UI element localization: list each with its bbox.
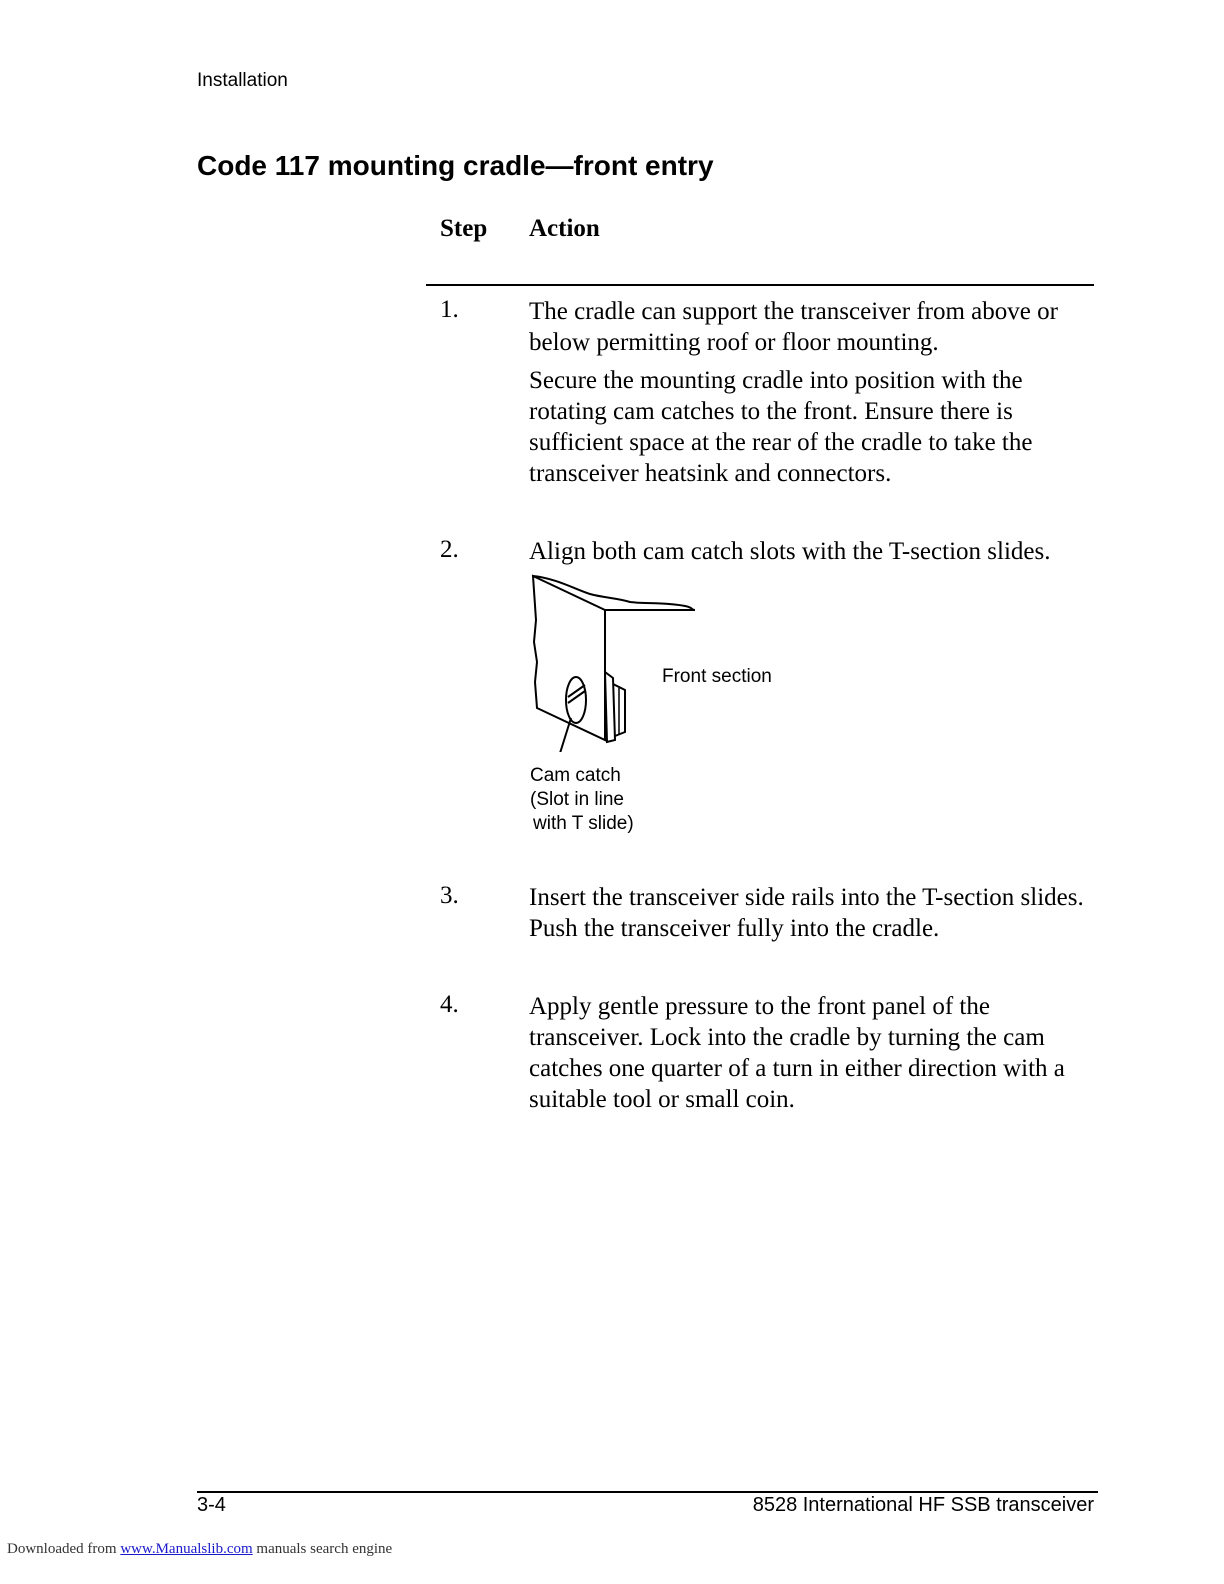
t-slide-outer bbox=[605, 672, 615, 742]
step-text: Insert the transceiver side rails into the T-section slides. Push the transceiver fully into the cradle. bbox=[529, 884, 1084, 942]
label-cam-line: (Slot in line bbox=[530, 789, 624, 810]
step-text: Secure the mounting cradle into position with the rotating cam catches to the front. Ensure there is sufficient space at the rear of the cradle to take the transceiver heatsink and connectors. bbox=[529, 367, 1033, 487]
footer-rule bbox=[197, 1491, 1098, 1493]
step-number: 4. bbox=[440, 991, 459, 1018]
step-text: Align both cam catch slots with the T-section slides. bbox=[529, 538, 1051, 565]
download-credit bbox=[7, 1541, 392, 1558]
label-front-section: Front section bbox=[662, 666, 772, 687]
running-head: Installation bbox=[197, 70, 288, 91]
label-cam-line: Cam catch bbox=[530, 765, 621, 786]
page-title: Code 117 mounting cradle—front entry bbox=[197, 150, 714, 181]
label-cam-catch bbox=[530, 764, 634, 836]
download-prefix: Downloaded from bbox=[7, 1541, 117, 1557]
manualslib-link[interactable]: www.Manualslib.com bbox=[120, 1541, 253, 1557]
page-number: 3-4 bbox=[197, 1494, 226, 1516]
cam-catch-body bbox=[566, 677, 586, 723]
label-cam-line: with T slide) bbox=[533, 813, 634, 834]
step-number: 2. bbox=[440, 536, 459, 563]
footer-product-name: 8528 International HF SSB transceiver bbox=[752, 1494, 1094, 1516]
step-number: 1. bbox=[440, 296, 459, 323]
cradle-front-section-drawing bbox=[525, 572, 725, 752]
column-header-action: Action bbox=[529, 215, 600, 242]
cam-catch-leader bbox=[556, 718, 571, 752]
step-text: Apply gentle pressure to the front panel of the transceiver. Lock into the cradle by turning the cam catches one quarter of a turn in either direction with a suitable tool or small coin. bbox=[529, 993, 1065, 1113]
step-number: 3. bbox=[440, 882, 459, 909]
table-header-rule bbox=[426, 284, 1094, 286]
column-header-step: Step bbox=[440, 215, 488, 242]
step-text: The cradle can support the transceiver from above or below permitting roof or floor mounting. bbox=[529, 298, 1058, 356]
download-suffix: manuals search engine bbox=[256, 1541, 393, 1557]
